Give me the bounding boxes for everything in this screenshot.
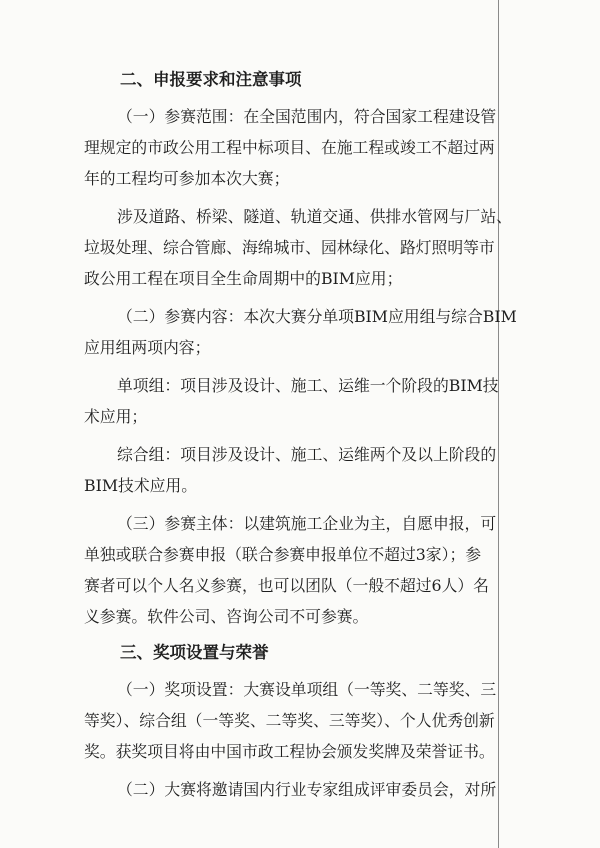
- paragraph-review-committee: [84, 774, 502, 805]
- section-heading-awards: 三、奖项设置与荣誉: [120, 643, 269, 662]
- text-line: 奖。获奖项目将由中国市政工程协会颁发奖牌及荣誉证书。: [84, 742, 495, 761]
- paragraph-combined-group: [84, 439, 502, 501]
- paragraph-single-group: [84, 370, 502, 432]
- paragraph-participants: [84, 508, 502, 632]
- text-line: 单独或联合参赛申报（联合参赛申报单位不超过3家）；参: [84, 545, 482, 564]
- paragraph-scope: [84, 101, 502, 194]
- text-line: （三）参赛主体：以建筑施工企业为主，自愿申报，可: [117, 514, 497, 533]
- text-line: 赛者可以个人名义参赛，也可以团队（一般不超过6人）名: [84, 576, 489, 595]
- text-line: 术应用；: [84, 407, 148, 426]
- paragraph-award-settings: [84, 674, 502, 767]
- text-line: 综合组：项目涉及设计、施工、运维两个及以上阶段的: [117, 445, 497, 464]
- text-line: 理规定的市政公用工程中标项目、在施工程或竣工不超过两: [84, 138, 495, 157]
- paragraph-content: [84, 301, 517, 363]
- text-line: BIM技术应用。: [84, 476, 198, 495]
- text-line: 应用组两项内容；: [84, 338, 211, 357]
- text-line: （一）参赛范围：在全国范围内，符合国家工程建设管: [117, 107, 497, 126]
- text-line: 垃圾处理、综合管廊、海绵城市、园林绿化、路灯照明等市: [84, 238, 495, 257]
- text-line: （二）参赛内容：本次大赛分单项BIM应用组与综合BIM: [117, 307, 517, 326]
- text-line: 义参赛。软件公司、咨询公司不可参赛。: [84, 607, 369, 626]
- document-page: [84, 66, 517, 805]
- text-line: 涉及道路、桥梁、隧道、轨道交通、供排水管网与厂站、: [117, 207, 512, 226]
- text-line: 等奖）、综合组（一等奖、二等奖、三等奖）、个人优秀创新: [84, 711, 495, 730]
- text-line: 政公用工程在项目全生命周期中的BIM应用；: [84, 269, 403, 288]
- section-heading-requirements: 二、申报要求和注意事项: [120, 70, 302, 89]
- text-line: 单项组：项目涉及设计、施工、运维一个阶段的BIM技: [117, 376, 499, 395]
- text-line: （二）大赛将邀请国内行业专家组成评审委员会，对所: [117, 780, 497, 799]
- text-line: 年的工程均可参加本次大赛；: [84, 169, 290, 188]
- text-line: （一）奖项设置：大赛设单项组（一等奖、二等奖、三: [117, 680, 497, 699]
- paragraph-scope-types: [84, 201, 512, 294]
